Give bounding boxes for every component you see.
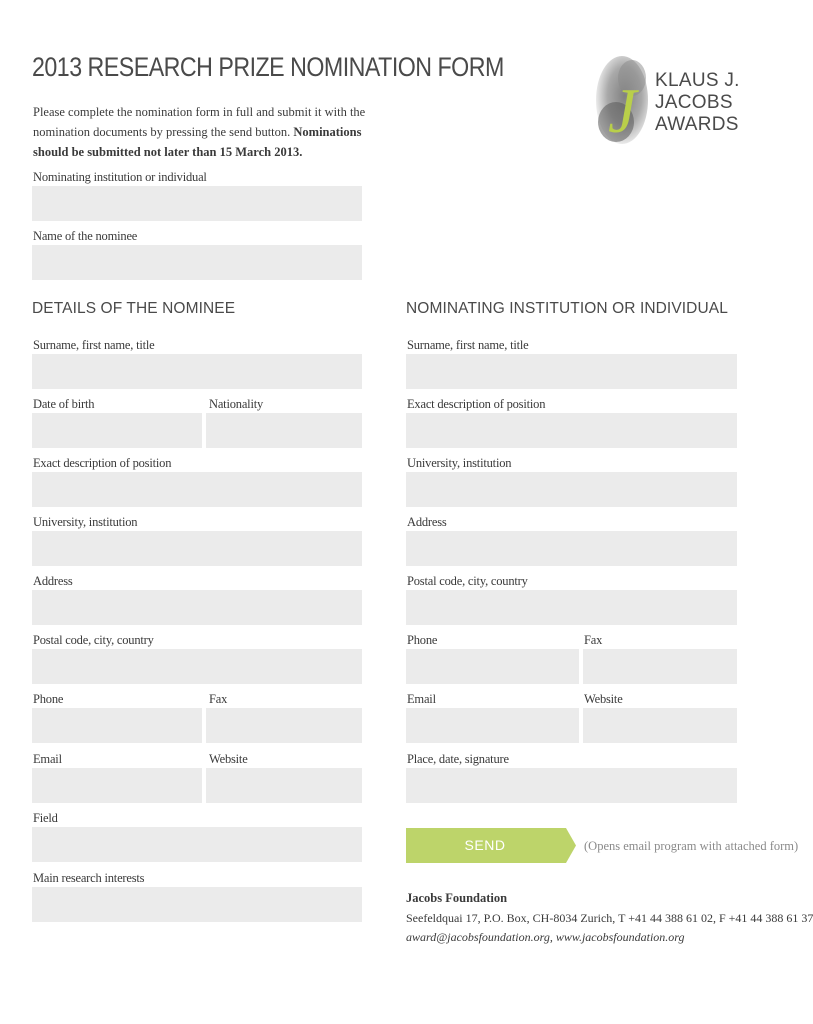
nominee-email-label: Email (33, 752, 62, 766)
nominator-fullname-input[interactable] (406, 354, 737, 389)
logo-line-2: JACOBS (655, 92, 733, 113)
nominee-fullname-input[interactable] (32, 354, 362, 389)
logo-line-3: AWARDS (655, 114, 739, 135)
nominator-postal-label: Postal code, city, country (407, 574, 528, 588)
nominee-interests-label: Main research interests (33, 871, 145, 885)
nominator-position-input[interactable] (406, 413, 737, 448)
logo-letter: J (608, 75, 637, 146)
nominee-position-label: Exact description of position (33, 456, 172, 470)
send-button[interactable] (406, 828, 576, 863)
nominator-postal-input[interactable] (406, 590, 737, 625)
nominator-fullname-label: Surname, first name, title (407, 338, 529, 352)
nominee-website-label: Website (209, 752, 248, 766)
intro-text (33, 102, 393, 162)
nominee-position-input[interactable] (32, 472, 362, 507)
intro-deadline: Nominations should be submitted not later than 15 March 2013. (33, 125, 362, 159)
nominee-university-input[interactable] (32, 531, 362, 566)
nominator-fax-input[interactable] (583, 649, 737, 684)
nominee-fax-label: Fax (209, 692, 228, 706)
nominee-dob-input[interactable] (32, 413, 202, 448)
nominee-address-input[interactable] (32, 590, 362, 625)
nominee-name-label: Name of the nominee (33, 229, 138, 243)
nominator-email-input[interactable] (406, 708, 579, 743)
nominee-dob-label: Date of birth (33, 397, 95, 411)
nominee-email-input[interactable] (32, 768, 202, 803)
nominee-address-label: Address (33, 574, 73, 588)
footer-org-name: Jacobs Foundation (406, 891, 508, 905)
nominee-name-input[interactable] (32, 245, 362, 280)
nominee-field-input[interactable] (32, 827, 362, 862)
nominee-website-input[interactable] (206, 768, 362, 803)
nominee-university-label: University, institution (33, 515, 138, 529)
nominator-phone-label: Phone (407, 633, 438, 647)
intro-instructions: Please complete the nomination form in full and submit it with the nomination documents by pressing the send button. (33, 105, 366, 139)
nominee-phone-input[interactable] (32, 708, 202, 743)
nominator-email-label: Email (407, 692, 436, 706)
nominator-phone-input[interactable] (406, 649, 579, 684)
footer-contact-links[interactable]: award@jacobsfoundation.org, www.jacobsfoundation.org (406, 930, 685, 944)
nominator-fax-label: Fax (584, 633, 603, 647)
nominee-postal-label: Postal code, city, country (33, 633, 154, 647)
footer-address: Seefeldquai 17, P.O. Box, CH-8034 Zurich, T +41 44 388 61 02, F +41 44 388 61 37 (406, 911, 813, 925)
nominator-position-label: Exact description of position (407, 397, 546, 411)
send-button-label: SEND (464, 837, 506, 853)
nominator-website-label: Website (584, 692, 623, 706)
send-note: (Opens email program with attached form) (584, 839, 799, 853)
nominator-section-heading: NOMINATING INSTITUTION OR INDIVIDUAL (406, 300, 728, 317)
nominator-signature-label: Place, date, signature (407, 752, 509, 766)
nominator-university-label: University, institution (407, 456, 512, 470)
form-title: 2013 RESEARCH PRIZE NOMINATION FORM (32, 52, 504, 82)
nominee-nationality-label: Nationality (209, 397, 264, 411)
nominee-postal-input[interactable] (32, 649, 362, 684)
nominator-website-input[interactable] (583, 708, 737, 743)
nominator-address-input[interactable] (406, 531, 737, 566)
nominee-nationality-input[interactable] (206, 413, 362, 448)
nominator-university-input[interactable] (406, 472, 737, 507)
nominee-interests-input[interactable] (32, 887, 362, 922)
logo-line-1: KLAUS J. (655, 70, 740, 91)
nominee-fullname-label: Surname, first name, title (33, 338, 155, 352)
logo-wordmark (655, 70, 740, 136)
nominee-section-heading: DETAILS OF THE NOMINEE (32, 300, 236, 317)
nominator-signature-input[interactable] (406, 768, 737, 803)
nominee-field-label: Field (33, 811, 58, 825)
nominator-address-label: Address (407, 515, 447, 529)
nominating-institution-label: Nominating institution or individual (33, 170, 207, 184)
jacobs-logo-mark (588, 50, 650, 155)
nominee-phone-label: Phone (33, 692, 64, 706)
nominating-institution-input[interactable] (32, 186, 362, 221)
nominee-fax-input[interactable] (206, 708, 362, 743)
